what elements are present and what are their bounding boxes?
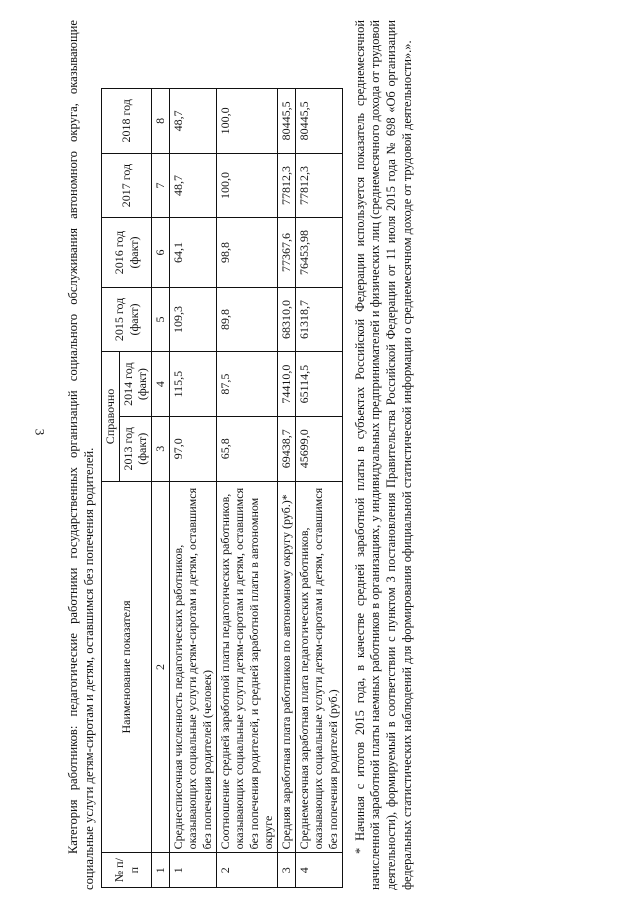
row-number: 2: [216, 853, 278, 888]
header-2016: 2016 год (факт): [102, 218, 152, 287]
col-index: 8: [152, 89, 170, 154]
value-2013: 69438,7: [278, 416, 296, 481]
col-index: 3: [152, 416, 170, 481]
row-number: 1: [169, 853, 216, 888]
value-2018: 80445,5: [278, 89, 296, 154]
value-2016: 64,1: [169, 218, 216, 287]
indicators-table: [101, 88, 342, 888]
col-index: 2: [152, 481, 170, 853]
header-2017: 2017 год: [102, 153, 152, 218]
header-2018: 2018 год: [102, 89, 152, 154]
value-2015: 68310,0: [278, 287, 296, 352]
col-index: 6: [152, 218, 170, 287]
header-2015: 2015 год (факт): [102, 287, 152, 352]
value-2015: 109,3: [169, 287, 216, 352]
table-row: [216, 89, 278, 888]
value-2016: 77367,6: [278, 218, 296, 287]
indicator-name: Средняя заработная плата работников по автономному округу (руб.)*: [278, 481, 296, 853]
value-2017: 77812,3: [295, 153, 342, 218]
header-2013: 2013 год (факт): [119, 416, 151, 481]
value-2017: 77812,3: [278, 153, 296, 218]
row-number: 3: [278, 853, 296, 888]
indicator-name: Среднесписочная численность педагогических работников, оказывающих социальные услуги детям-сиротам и детям, оставшимся без попечения родителей (человек): [169, 481, 216, 853]
value-2014: 115,5: [169, 352, 216, 417]
col-index: 4: [152, 352, 170, 417]
column-index-row: [152, 89, 170, 888]
page-number: 3: [32, 428, 48, 436]
row-number: 4: [295, 853, 342, 888]
value-2015: 61318,7: [295, 287, 342, 352]
value-2016: 98,8: [216, 218, 278, 287]
col-index: 5: [152, 287, 170, 352]
header-name: Наименование показателя: [102, 481, 152, 853]
col-index: 1: [152, 853, 170, 888]
rotated-page-content: [65, 20, 605, 890]
value-2017: 48,7: [169, 153, 216, 218]
value-2014: 74410,0: [278, 352, 296, 417]
col-index: 7: [152, 153, 170, 218]
value-2013: 45699,0: [295, 416, 342, 481]
value-2013: 65,8: [216, 416, 278, 481]
table-header-row: [102, 89, 120, 888]
value-2016: 76453,98: [295, 218, 342, 287]
value-2018: 48,7: [169, 89, 216, 154]
value-2014: 87,5: [216, 352, 278, 417]
value-2015: 89,8: [216, 287, 278, 352]
table-row: [295, 89, 342, 888]
indicator-name: Соотношение средней заработной платы педагогических работников, оказывающих социальные услуги детям-сиротам и детям, оставшимся без попечения родителей, и средней заработной платы в автономном округе: [216, 481, 278, 853]
footnote: * Начиная с итогов 2015 года, в качестве средней заработной платы в субъектах Российской Федерации используется показатель среднемесячной начисленной заработной платы наемных работников в организациях, у индивидуальных предпринимателей и физических лиц (среднемесячного дохода от трудовой деятельности), формируемый в соответствии с пунктом 3 постановления Правительства Российской Федерации от 11 июля 2015 года № 698 «Об организации федеральных статистических наблюдений для формирования официальной статистической информации о среднемесячном доходе от трудовой деятельности».».: [352, 20, 415, 890]
value-2018: 80445,5: [295, 89, 342, 154]
header-2014: 2014 год (факт): [119, 352, 151, 417]
table-row: [169, 89, 216, 888]
value-2018: 100,0: [216, 89, 278, 154]
value-2013: 97,0: [169, 416, 216, 481]
header-num: № п/п: [102, 853, 152, 888]
value-2017: 100,0: [216, 153, 278, 218]
header-reference-group: Справочно: [102, 352, 120, 481]
category-heading: Категория работников: педагогические работники государственных организаций социального обслуживания автономного округа, оказывающие социальные услуги детям-сиротам и детям, оставшимся без попечения родителей.: [66, 20, 97, 890]
value-2014: 65114,5: [295, 352, 342, 417]
indicator-name: Среднемесячная заработная плата педагогических работников, оказывающих социальные услуги детям-сиротам и детям, оставшимся без попечения родителей (руб.): [295, 481, 342, 853]
table-row: [278, 89, 296, 888]
